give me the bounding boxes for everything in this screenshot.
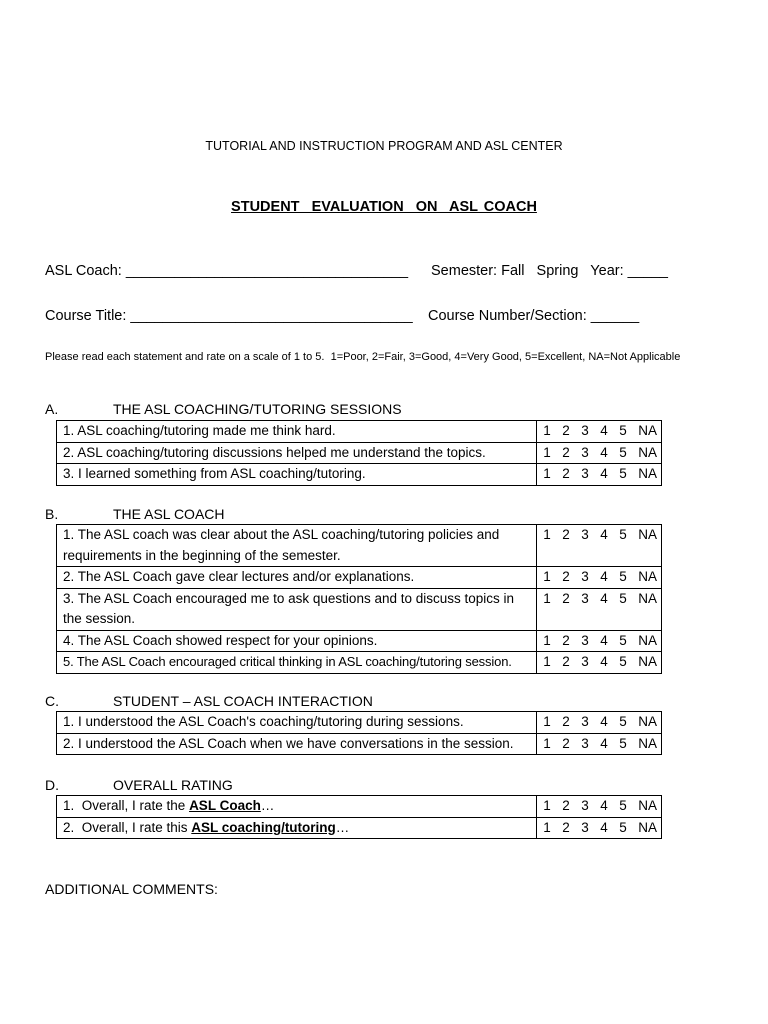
course-number-field[interactable]: Course Number/Section: ______ bbox=[428, 308, 640, 324]
statement: 2. I understood the ASL Coach when we have conversations in the session. bbox=[57, 733, 537, 755]
statement bbox=[57, 817, 537, 839]
statement: 1. The ASL coach was clear about the ASL coaching/tutoring policies and requirements in the beginning of the semester. bbox=[57, 525, 537, 567]
statement: 4. The ASL Coach showed respect for your opinions. bbox=[57, 630, 537, 652]
statement bbox=[57, 796, 537, 818]
section-a-table bbox=[56, 420, 662, 486]
section-b-table bbox=[56, 524, 662, 674]
rating-scale[interactable]: 1 2 3 4 5 NA bbox=[537, 796, 662, 818]
rating-scale[interactable]: 1 2 3 4 5 NA bbox=[537, 712, 662, 734]
section-a-letter: A. bbox=[45, 401, 59, 417]
section-a-title: THE ASL COACHING/TUTORING SESSIONS bbox=[113, 401, 402, 417]
section-b-letter: B. bbox=[45, 506, 59, 522]
rating-scale[interactable]: 1 2 3 4 5 NA bbox=[537, 588, 662, 630]
rating-instructions: Please read each statement and rate on a scale of 1 to 5. 1=Poor, 2=Fair, 3=Good, 4=Very Good, 5=Excellent, NA=Not Applicable bbox=[45, 351, 681, 363]
rating-scale[interactable]: 1 2 3 4 5 NA bbox=[537, 817, 662, 839]
table-row bbox=[57, 567, 662, 589]
section-c-title: STUDENT – ASL COACH INTERACTION bbox=[113, 693, 373, 709]
table-row bbox=[57, 817, 662, 839]
statement: 1. I understood the ASL Coach's coaching/tutoring during sessions. bbox=[57, 712, 537, 734]
program-header: TUTORIAL AND INSTRUCTION PROGRAM AND ASL CENTER bbox=[205, 139, 563, 153]
table-row bbox=[57, 588, 662, 630]
asl-coach-field[interactable]: ASL Coach: ___________________________________ bbox=[45, 263, 409, 279]
course-title-field[interactable]: Course Title: ___________________________________ bbox=[45, 308, 413, 324]
rating-scale[interactable]: 1 2 3 4 5 NA bbox=[537, 652, 662, 674]
statement: 3. I learned something from ASL coaching/tutoring. bbox=[57, 464, 537, 486]
table-row bbox=[57, 652, 662, 674]
section-c-letter: C. bbox=[45, 693, 59, 709]
statement-emphasis: ASL Coach bbox=[189, 798, 261, 813]
table-row bbox=[57, 630, 662, 652]
section-b-title: THE ASL COACH bbox=[113, 506, 225, 522]
section-d-letter: D. bbox=[45, 777, 59, 793]
statement: 2. ASL coaching/tutoring discussions helped me understand the topics. bbox=[57, 442, 537, 464]
statement-suffix: … bbox=[335, 819, 350, 835]
table-row bbox=[57, 733, 662, 755]
table-row bbox=[57, 525, 662, 567]
rating-scale[interactable]: 1 2 3 4 5 NA bbox=[537, 442, 662, 464]
rating-scale[interactable]: 1 2 3 4 5 NA bbox=[537, 733, 662, 755]
additional-comments-label: ADDITIONAL COMMENTS: bbox=[45, 881, 218, 897]
table-row bbox=[57, 712, 662, 734]
section-c-table bbox=[56, 711, 662, 755]
rating-scale[interactable]: 1 2 3 4 5 NA bbox=[537, 525, 662, 567]
statement-suffix: … bbox=[260, 798, 275, 813]
semester-year-field[interactable]: Semester: Fall Spring Year: _____ bbox=[431, 263, 668, 279]
rating-scale[interactable]: 1 2 3 4 5 NA bbox=[537, 464, 662, 486]
statement: 5. The ASL Coach encouraged critical thinking in ASL coaching/tutoring session. bbox=[57, 652, 537, 674]
table-row bbox=[57, 442, 662, 464]
rating-scale[interactable]: 1 2 3 4 5 NA bbox=[537, 630, 662, 652]
statement-prefix: 1. Overall, I rate the bbox=[63, 798, 190, 813]
rating-scale[interactable]: 1 2 3 4 5 NA bbox=[537, 421, 662, 443]
statement-prefix: 2. Overall, I rate this bbox=[63, 819, 192, 835]
rating-scale[interactable]: 1 2 3 4 5 NA bbox=[537, 567, 662, 589]
statement: 1. ASL coaching/tutoring made me think hard. bbox=[57, 421, 537, 443]
form-title: STUDENT EVALUATION ON ASL COACH bbox=[231, 199, 537, 215]
statement: 3. The ASL Coach encouraged me to ask questions and to discuss topics in the session. bbox=[57, 588, 537, 630]
table-row bbox=[57, 464, 662, 486]
statement: 2. The ASL Coach gave clear lectures and/or explanations. bbox=[57, 567, 537, 589]
statement-emphasis: ASL coaching/tutoring bbox=[191, 819, 336, 835]
table-row bbox=[57, 796, 662, 818]
table-row bbox=[57, 421, 662, 443]
section-d-title: OVERALL RATING bbox=[113, 777, 233, 793]
section-d-table bbox=[56, 795, 662, 839]
